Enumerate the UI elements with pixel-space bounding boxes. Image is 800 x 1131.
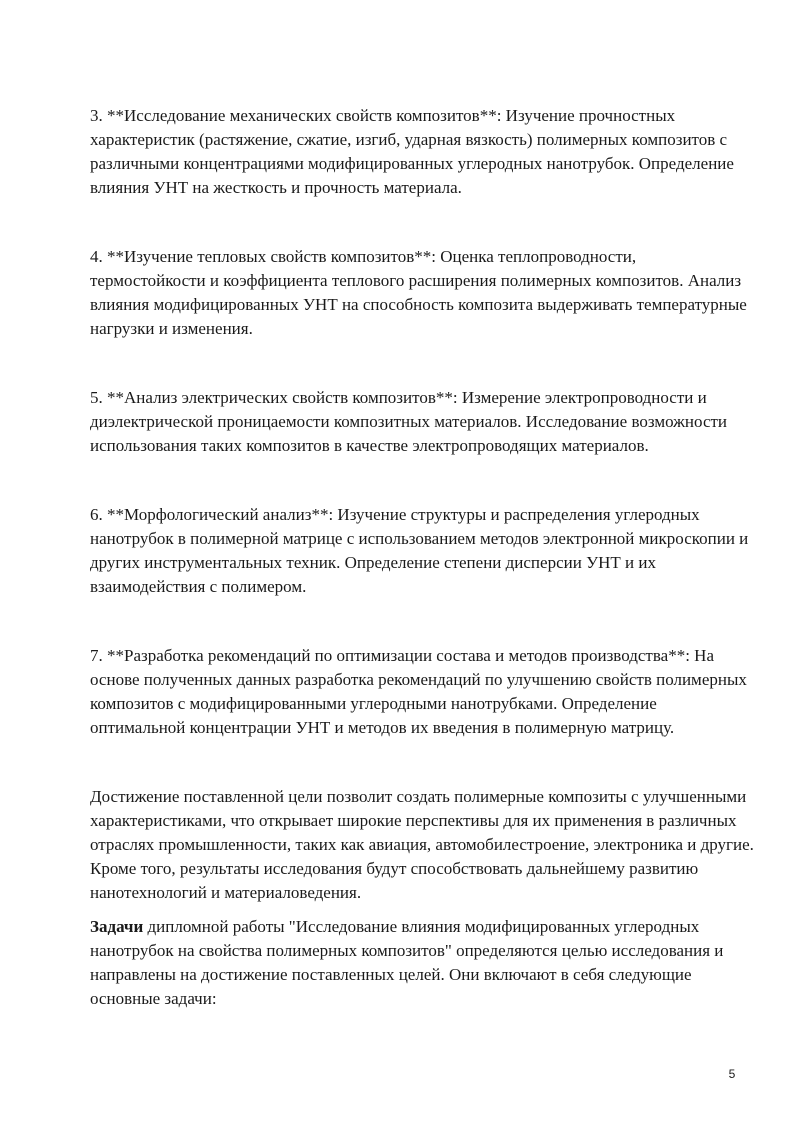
paragraph-item-6: 6. **Морфологический анализ**: Изучение структуры и распределения углеродных нанотрубок в полимерной матрице с использованием методов электронной микроскопии и других инструментальных техник. Определение степени дисперсии УНТ и их взаимодействия с полимером.	[90, 505, 749, 596]
paragraph-item-3: 3. **Исследование механических свойств композитов**: Изучение прочностных характеристик (растяжение, сжатие, изгиб, ударная вязкость) полимерных композитов с различными концентрациями модифицированных углеродных нанотрубок. Определение влияния УНТ на жесткость и прочность материала.	[90, 106, 734, 197]
paragraph-goal: Достижение поставленной цели позволит создать полимерные композиты с улучшенными характеристиками, что открывает широкие перспективы для их применения в различных отраслях промышленности, таких как авиация, автомобилестроение, электроника и другие. Кроме того, результаты исследования будут способствовать дальнейшему развитию нанотехнологий и материаловедения.	[90, 787, 754, 902]
paragraph-tasks	[90, 915, 755, 1011]
paragraph-item-7: 7. **Разработка рекомендаций по оптимизации состава и методов производства**: На основе полученных данных разработка рекомендаций по улучшению свойств полимерных композитов с модифицированными углеродными нанотрубками. Определение оптимальной концентрации УНТ и методов их введения в полимерную матрицу.	[90, 646, 747, 737]
tasks-label: Задачи	[90, 917, 144, 936]
paragraph-item-4: 4. **Изучение тепловых свойств композитов**: Оценка теплопроводности, термостойкости и коэффициента теплового расширения полимерных композитов. Анализ влияния модифицированных УНТ на способность композита выдерживать температурные нагрузки и изменения.	[90, 247, 747, 338]
paragraph-item-5: 5. **Анализ электрических свойств композитов**: Измерение электропроводности и диэлектрической проницаемости композитных материалов. Исследование возможности использования таких композитов в качестве электропроводящих материалов.	[90, 388, 728, 455]
tasks-text: дипломной работы "Исследование влияния модифицированных углеродных нанотрубок на свойства полимерных композитов" определяются целью исследования и направлены на достижение поставленных целей. Они включают в себя следующие основные задачи:	[90, 917, 724, 1008]
page-number: 5	[728, 1067, 736, 1081]
page-content	[90, 104, 755, 1011]
